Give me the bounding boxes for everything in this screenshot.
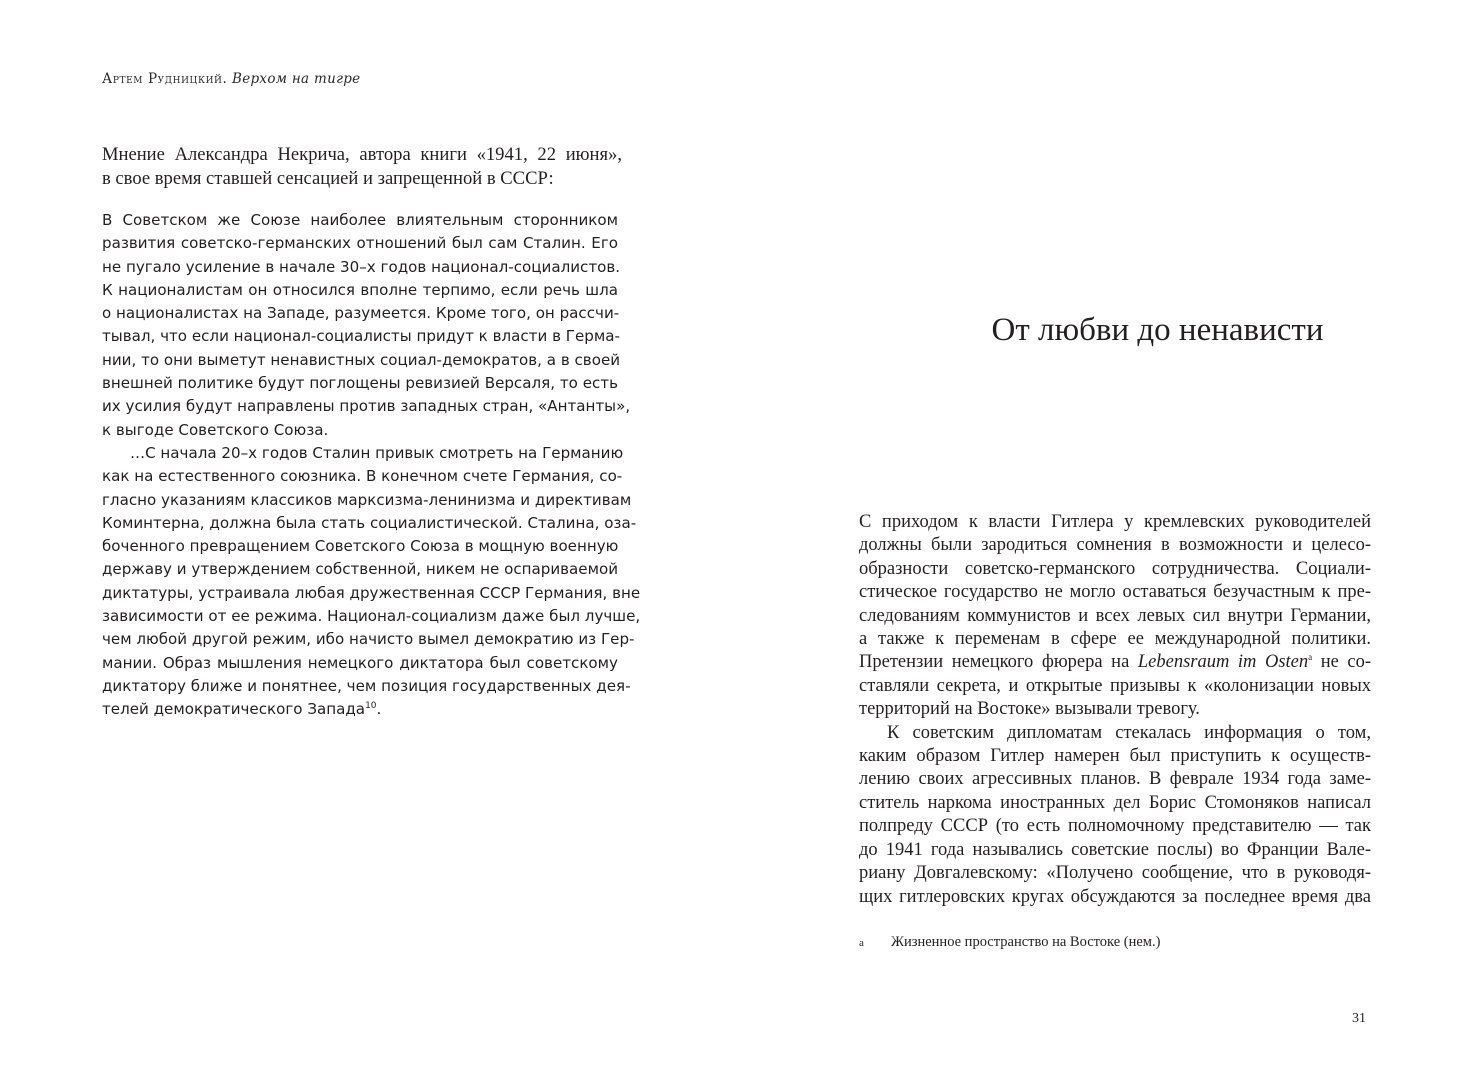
text-line: их усилия будут направлены против западных стран, «Антанты», bbox=[102, 397, 631, 416]
text-line: как на естественного союзника. В конечном счете Германия, со- bbox=[102, 467, 623, 486]
text-line: щих гитлеровских кругах обсуждаются за последнее время два bbox=[859, 886, 1371, 907]
italic-term: Lebensraum im Osten bbox=[1137, 652, 1309, 673]
right-page bbox=[735, 0, 1470, 1080]
page-number: 31 bbox=[1352, 1011, 1366, 1026]
footnote-text: Жизненное пространство на Востоке (нем.) bbox=[891, 934, 1161, 950]
footnote bbox=[859, 934, 1371, 951]
text-line: ставляли секрета, и открытые призывы к «колонизации новых bbox=[859, 675, 1371, 696]
text-line: Коминтерна, должна была стать социалистической. Сталина, оза- bbox=[102, 513, 637, 532]
text-line: В Советском же Союзе наиболее влиятельным сторонником bbox=[102, 211, 618, 229]
running-head bbox=[102, 71, 360, 87]
text-line: внешней политике будут поглощены ревизией Версаля, то есть bbox=[102, 374, 618, 393]
chapter-body bbox=[859, 511, 1371, 909]
text-line: К националистам он относился вполне терпимо, если речь шла bbox=[102, 280, 618, 299]
footnote-ref[interactable]: a bbox=[1308, 652, 1313, 663]
text-line: а также к переменам в сфере ее международной политики. bbox=[859, 629, 1371, 650]
text-line: о националистах на Западе, разумеется. Кроме того, он рассчи- bbox=[102, 304, 620, 323]
text-line: нии, то они выметут ненавистных социал-демократов, а в своей bbox=[102, 350, 621, 369]
text-segment: Претензии немецкого фюрера на bbox=[859, 652, 1138, 673]
text-line: тывал, что если национал-социалисты придут к власти в Герма- bbox=[102, 327, 620, 346]
text-line: С приходом к власти Гитлера у кремлевских руководителей bbox=[859, 512, 1371, 532]
text-line: Мнение Александра Некрича, автора книги «1941, 22 июня», bbox=[102, 144, 622, 165]
text-segment: телей демократического Запада bbox=[102, 700, 366, 719]
text-line: зависимости от ее режима. Национал-социализм даже был лучше, bbox=[102, 607, 641, 626]
text-line: должны были зародиться сомнения в возможности и целесо- bbox=[859, 535, 1371, 556]
text-segment: не со- bbox=[1312, 652, 1372, 673]
text-line: риану Довгалевскому: «Получено сообщение, что в руководя- bbox=[859, 863, 1371, 884]
text-line: развития советско-германских отношений был сам Сталин. Его bbox=[102, 234, 618, 253]
footnote-ref[interactable]: 10 bbox=[365, 701, 377, 712]
text-line: …С начала 20–х годов Сталин привык смотреть на Германию bbox=[130, 443, 624, 462]
text-segment: . bbox=[376, 700, 382, 719]
text-line: лению своих агрессивных планов. В феврале 1934 года заме- bbox=[859, 769, 1371, 790]
text-line: К советским дипломатам стекалась информация о том, bbox=[887, 722, 1371, 743]
text-line: каким образом Гитлер намерен был приступить к осуществ- bbox=[859, 746, 1371, 767]
text-line: полпреду СССР (то есть полномочному представителю — так bbox=[859, 816, 1371, 837]
text-line: диктатору ближе и понятнее, чем позиция государственных дея- bbox=[102, 676, 631, 695]
text-line: до 1941 года назывались советские послы) во Франции Вале- bbox=[859, 839, 1371, 860]
text-line: в свое время ставшей сенсацией и запрещенной в СССР: bbox=[102, 167, 554, 189]
footnote-mark: a bbox=[859, 937, 864, 949]
text-line: ститель наркома иностранных дел Борис Стомоняков написал bbox=[859, 792, 1371, 813]
text-line: державу и утверждением собственной, никем не оспариваемой bbox=[102, 560, 618, 579]
text-line: боченного превращением Советского Союза в мощную военную bbox=[102, 537, 619, 556]
text-line bbox=[859, 651, 1371, 674]
block-quote bbox=[102, 209, 641, 722]
text-line: образности советско-германского сотрудничества. Социали- bbox=[859, 558, 1371, 579]
text-line: к выгоде Советского Союза. bbox=[102, 420, 329, 439]
text-line: диктатуры, устраивала любая дружественная СССР Германия, вне bbox=[102, 583, 641, 602]
text-line: мании. Образ мышления немецкого диктатора был советскому bbox=[102, 653, 618, 672]
chapter-title: От любви до ненависти bbox=[991, 312, 1324, 348]
text-line: чем любой другой режим, ибо начисто вымел демократию из Гер- bbox=[102, 630, 635, 649]
text-line: стическое государство не могло оставаться безучастным к пре- bbox=[859, 582, 1371, 603]
intro-paragraph bbox=[102, 143, 622, 190]
text-line: гласно указаниям классиков марксизма-ленинизма и директивам bbox=[102, 490, 632, 509]
text-line: не пугало усиление в начале 30–х годов национал-социалистов. bbox=[102, 257, 621, 276]
text-line: следованиям коммунистов и всех левых сил внутри Германии, bbox=[859, 605, 1371, 626]
running-head-book-title: Верхом на тигре bbox=[231, 71, 361, 87]
text-line: территорий на Востоке» вызывали тревогу. bbox=[859, 699, 1200, 720]
running-head-author: Артем Рудницкий. bbox=[102, 71, 228, 87]
text-line-last bbox=[102, 698, 618, 721]
